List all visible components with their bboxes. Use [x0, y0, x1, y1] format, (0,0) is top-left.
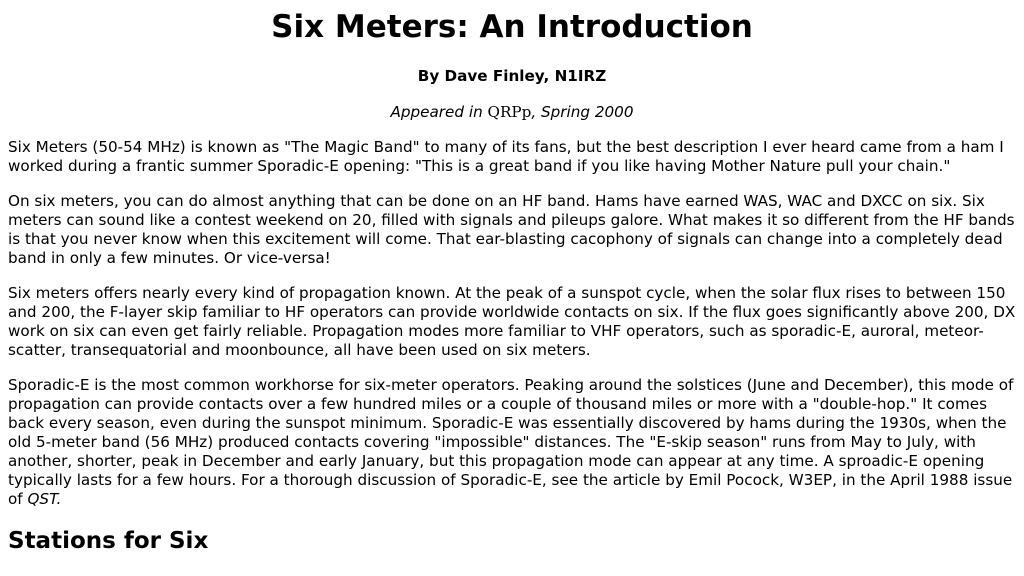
publication-note-suffix: , Spring 2000: [531, 103, 634, 121]
paragraph-sporadic-e-text: Sporadic-E is the most common workhorse for six-meter operators. Peaking around the solstices (June and December), this mode of propagation can provide contacts over a few hundred miles or a couple of thousand miles or more with a "double-hop." It comes back every season, even during the sunspot minimum. Sporadic-E was essentially discovered by hams during the 1930s, when the old 5-meter band (56 MHz) produced contacts covering "impossible" distances. The "E-skip season" runs from May to July, with another, shorter, peak in December and early January, but this propagation mode can appear at any time. A sproadic-E opening typically lasts for a few hours. For a thorough discussion of Sporadic-E, see the article by Emil Pocock, W3EP, in the April 1988 issue of: [8, 376, 1014, 508]
paragraph-sporadic-e: [8, 376, 1016, 509]
publication-name: QRPp: [487, 103, 532, 121]
qst-reference: QST.: [27, 490, 62, 508]
article-byline: By Dave Finley, N1IRZ: [417, 67, 607, 85]
publication-note: [8, 103, 1016, 122]
paragraph-hf-comparison: On six meters, you can do almost anything that can be done on an HF band. Hams have earned WAS, WAC and DXCC on six. Six meters can sound like a contest weekend on 20, filled with signals and pileups galore. What makes it so different from the HF bands is that you never know when this excitement will come. That ear-blasting cacophony of signals can change into a completely dead band in only a few minutes. Or vice-versa!: [8, 192, 1015, 267]
paragraph-magic-band: Six Meters (50-54 MHz) is known as "The Magic Band" to many of its fans, but the best description I ever heard came from a ham I worked during a frantic summer Sporadic-E opening: "This is a great band if you like having Mother Nature pull your chain.": [8, 138, 1004, 175]
section-heading-stations: Stations for Six: [8, 528, 209, 554]
article-page: [0, 9, 1024, 555]
publication-note-prefix: Appeared in: [390, 103, 488, 121]
paragraph-propagation: Six meters offers nearly every kind of propagation known. At the peak of a sunspot cycle, when the solar flux rises to between 150 and 200, the F-layer skip familiar to HF operators can provide worldwide contacts on six. If the flux goes significantly above 200, DX work on six can even get fairly reliable. Propagation modes more familiar to VHF operators, such as sporadic-E, auroral, meteor-scatter, transequatorial and moonbounce, all have been used on six meters.: [8, 284, 1016, 359]
article-title: Six Meters: An Introduction: [271, 9, 753, 45]
